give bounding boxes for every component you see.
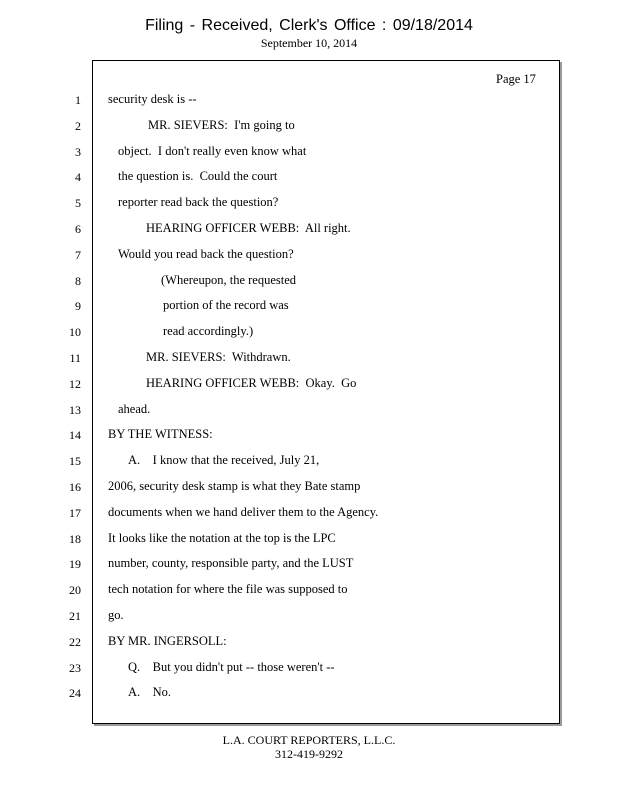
transcript-line: MR. SIEVERS: Withdrawn. bbox=[146, 350, 291, 364]
line-number: 8 bbox=[75, 274, 81, 288]
transcript-date: September 10, 2014 bbox=[260, 36, 358, 50]
line-number: 19 bbox=[69, 557, 81, 571]
transcript-line: security desk is -- bbox=[108, 92, 197, 106]
line-number: 18 bbox=[69, 532, 81, 546]
line-number: 21 bbox=[69, 609, 81, 623]
transcript-line: object. I don't really even know what bbox=[118, 144, 307, 158]
transcript-line: A. No. bbox=[128, 685, 172, 699]
filing-header: Filing - Received, Clerk's Office : 09/18/2014 bbox=[145, 17, 473, 34]
line-number: 14 bbox=[69, 428, 81, 442]
transcript-line: portion of the record was bbox=[163, 298, 289, 312]
line-number: 7 bbox=[75, 248, 81, 262]
transcript-line: ahead. bbox=[118, 402, 151, 416]
line-number: 5 bbox=[75, 196, 81, 210]
line-number: 2 bbox=[75, 119, 81, 133]
line-number: 16 bbox=[69, 480, 81, 494]
transcript-line: the question is. Could the court bbox=[118, 169, 278, 183]
line-number: 3 bbox=[75, 145, 81, 159]
transcript-line: documents when we hand deliver them to the Agency. bbox=[108, 505, 379, 519]
transcript-line: MR. SIEVERS: I'm going to bbox=[148, 118, 295, 132]
transcript-page bbox=[92, 60, 560, 724]
transcript-line: 2006, security desk stamp is what they Bate stamp bbox=[108, 479, 361, 493]
footer-phone: 312-419-9292 bbox=[275, 747, 343, 761]
transcript-line: Q. But you didn't put -- those weren't -- bbox=[128, 660, 335, 674]
line-number: 12 bbox=[69, 377, 81, 391]
transcript-line: go. bbox=[108, 608, 124, 622]
page-number: Page 17 bbox=[496, 72, 536, 86]
transcript-line: It looks like the notation at the top is the LPC bbox=[108, 531, 336, 545]
line-number: 17 bbox=[69, 506, 81, 520]
transcript-line: tech notation for where the file was supposed to bbox=[108, 582, 348, 596]
line-number: 11 bbox=[69, 351, 81, 365]
line-number: 4 bbox=[75, 170, 81, 184]
transcript-line: Would you read back the question? bbox=[118, 247, 294, 261]
line-number: 15 bbox=[69, 454, 81, 468]
footer-company: L.A. COURT REPORTERS, L.L.C. bbox=[222, 733, 396, 747]
transcript-line: HEARING OFFICER WEBB: Okay. Go bbox=[146, 376, 357, 390]
line-number: 10 bbox=[69, 325, 81, 339]
line-number: 13 bbox=[69, 403, 81, 417]
transcript-line: HEARING OFFICER WEBB: All right. bbox=[146, 221, 351, 235]
transcript-line: number, county, responsible party, and the LUST bbox=[108, 556, 354, 570]
line-number: 1 bbox=[75, 93, 81, 107]
line-number: 6 bbox=[75, 222, 81, 236]
line-number: 20 bbox=[69, 583, 81, 597]
transcript-line: BY MR. INGERSOLL: bbox=[108, 634, 227, 648]
transcript-line: BY THE WITNESS: bbox=[108, 427, 213, 441]
transcript-line: A. I know that the received, July 21, bbox=[128, 453, 320, 467]
transcript-line: reporter read back the question? bbox=[118, 195, 279, 209]
line-number: 22 bbox=[69, 635, 81, 649]
transcript-line: read accordingly.) bbox=[163, 324, 254, 338]
line-number: 24 bbox=[69, 686, 81, 700]
transcript-line: (Whereupon, the requested bbox=[161, 273, 297, 287]
line-number: 9 bbox=[75, 299, 81, 313]
line-number: 23 bbox=[69, 661, 81, 675]
